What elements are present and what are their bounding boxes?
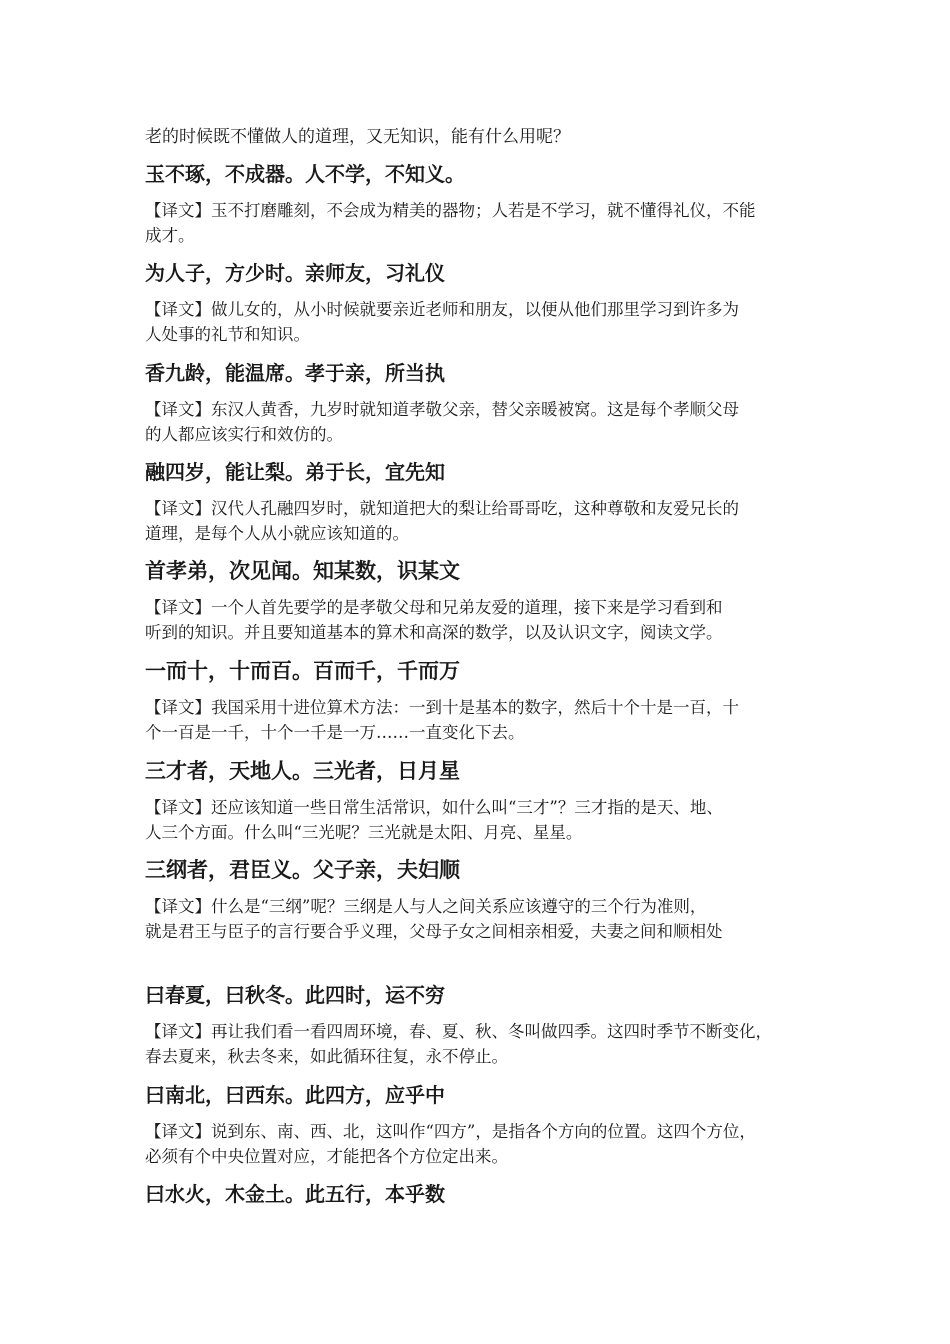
translation-line-2: 人三个方面。什么叫“三光呢？三光就是太阳、月亮、星星。	[145, 823, 583, 842]
translation-text: 什么是“三纲”呢？三纲是人与人之间关系应该遵守的三个行为准则，	[211, 897, 707, 916]
translation	[145, 795, 815, 845]
translation-text: 再让我们看一看四周环境，春、夏、秋、冬叫做四季。这四时季节不断变化，	[211, 1022, 772, 1041]
translation-text: 我国采用十进位算术方法：一到十是基本的数字，然后十个十是一百，十	[211, 698, 739, 717]
translation-line-1	[145, 496, 815, 521]
verse-section	[145, 856, 815, 944]
translation	[145, 1019, 815, 1069]
translation-line-2: 必须有个中央位置对应，才能把各个方位定出来。	[145, 1147, 508, 1166]
translation-tag: 【译文】	[145, 798, 211, 817]
translation-line-2: 人处事的礼节和知识。	[145, 325, 310, 344]
translation-text: 东汉人黄香，九岁时就知道孝敬父亲，替父亲暖被窝。这是每个孝顺父母	[211, 400, 739, 419]
translation-tag: 【译文】	[145, 400, 211, 419]
translation-text: 还应该知道一些日常生活常识，如什么叫“三才”？三才指的是天、地、	[211, 798, 723, 817]
lead-line: 老的时候既不懂做人的道理，又无知识，能有什么用呢？	[145, 127, 570, 147]
verse-section	[145, 160, 815, 248]
translation-line-2: 听到的知识。并且要知道基本的算术和高深的数学，以及认识文字，阅读文学。	[145, 623, 723, 642]
verse-heading: 曰春夏，曰秋冬。此四时，运不穷	[145, 983, 445, 1007]
verse-section	[145, 458, 815, 546]
translation-line-1	[145, 595, 815, 620]
translation-tag: 【译文】	[145, 499, 211, 518]
translation-text: 一个人首先要学的是孝敬父母和兄弟友爱的道理，接下来是学习看到和	[211, 598, 723, 617]
translation-line-1	[145, 297, 815, 322]
translation-line-1	[145, 1119, 815, 1144]
translation-tag: 【译文】	[145, 897, 211, 916]
verse-section	[145, 981, 815, 1069]
translation-text: 汉代人孔融四岁时，就知道把大的梨让给哥哥吃，这种尊敬和友爱兄长的	[211, 499, 739, 518]
translation-tag: 【译文】	[145, 1022, 211, 1041]
translation-line-2: 成才。	[145, 226, 195, 245]
verse-heading: 三才者，天地人。三光者，日月星	[145, 759, 460, 783]
verse-section	[145, 1081, 815, 1169]
verse-section	[145, 757, 815, 845]
verse-heading: 首孝弟，次见闻。知某数，识某文	[145, 559, 460, 583]
translation-text: 玉不打磨雕刻，不会成为精美的器物；人若是不学习，就不懂得礼仪，不能	[211, 201, 756, 220]
verse-heading: 香九龄，能温席。孝于亲，所当执	[145, 361, 445, 385]
translation-line-2: 就是君王与臣子的言行要合乎义理，父母子女之间相亲相爱，夫妻之间和顺相处	[145, 922, 723, 941]
translation-line-2: 道理，是每个人从小就应该知道的。	[145, 524, 409, 543]
translation	[145, 397, 815, 447]
translation-line-1	[145, 695, 815, 720]
translation-tag: 【译文】	[145, 1122, 211, 1141]
translation-line-2: 的人都应该实行和效仿的。	[145, 425, 343, 444]
verse-section	[145, 1180, 815, 1218]
translation-tag: 【译文】	[145, 598, 211, 617]
translation	[145, 496, 815, 546]
verse-section	[145, 657, 815, 745]
verse-section	[145, 259, 815, 347]
verse-heading: 曰水火，木金土。此五行，本乎数	[145, 1182, 445, 1206]
translation-tag: 【译文】	[145, 201, 211, 220]
translation-line-1	[145, 894, 815, 919]
verse-heading: 一而十，十而百。百而千，千而万	[145, 659, 460, 683]
verse-heading: 融四岁，能让梨。弟于长，宜先知	[145, 460, 445, 484]
verse-section	[145, 359, 815, 447]
translation	[145, 1119, 815, 1169]
translation-line-1	[145, 397, 815, 422]
verse-heading: 为人子，方少时。亲师友，习礼仪	[145, 261, 445, 285]
verse-heading: 玉不琢，不成器。人不学，不知义。	[145, 162, 465, 186]
translation	[145, 297, 815, 347]
translation-line-2: 春去夏来，秋去冬来，如此循环往复，永不停止。	[145, 1047, 508, 1066]
translation	[145, 695, 815, 745]
translation	[145, 198, 815, 248]
translation	[145, 595, 815, 645]
translation	[145, 894, 815, 944]
translation-line-1	[145, 795, 815, 820]
translation-text: 做儿女的，从小时候就要亲近老师和朋友，以便从他们那里学习到许多为	[211, 300, 739, 319]
translation-line-1	[145, 1019, 815, 1044]
translation-text: 说到东、南、西、北，这叫作“四方”，是指各个方向的位置。这四个方位，	[211, 1122, 756, 1141]
translation-line-1	[145, 198, 815, 223]
translation-tag: 【译文】	[145, 698, 211, 717]
verse-heading: 三纲者，君臣义。父子亲，夫妇顺	[145, 858, 460, 882]
verse-section	[145, 557, 815, 645]
verse-heading: 曰南北，曰西东。此四方，应乎中	[145, 1083, 445, 1107]
translation-line-2: 个一百是一千，十个一千是一万……一直变化下去。	[145, 723, 525, 742]
translation-tag: 【译文】	[145, 300, 211, 319]
